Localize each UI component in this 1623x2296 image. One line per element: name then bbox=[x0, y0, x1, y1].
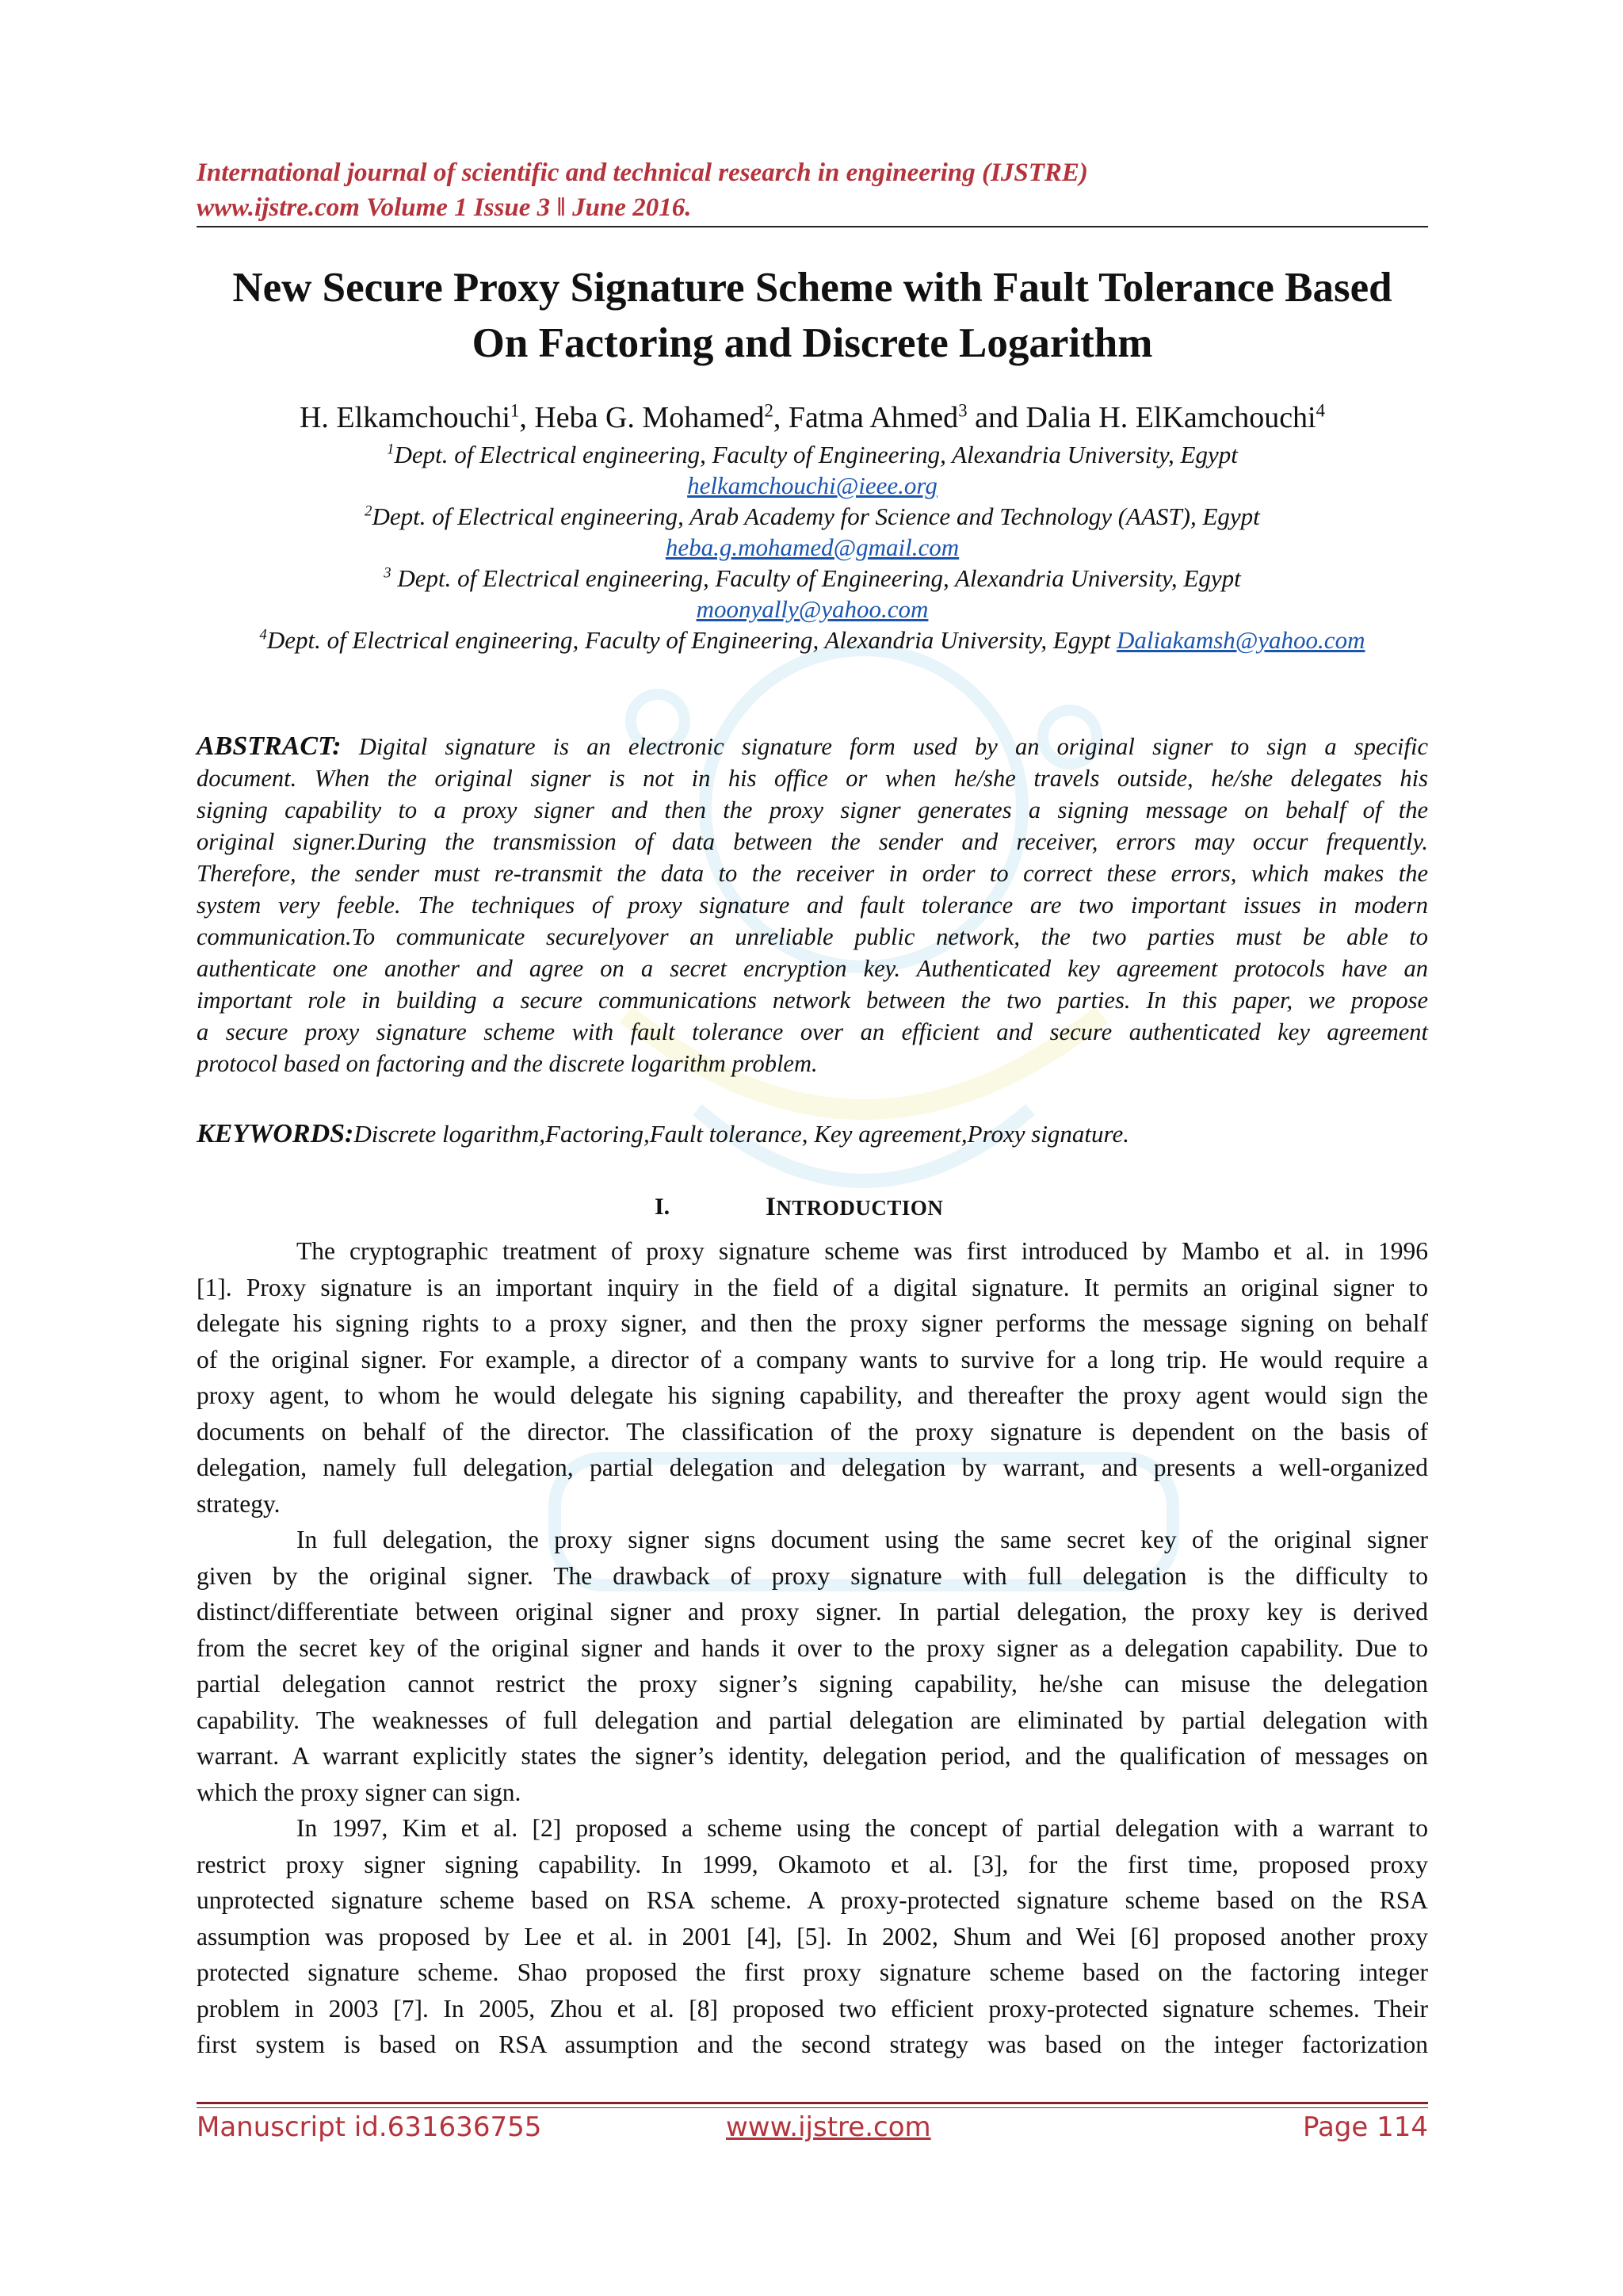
email-link-1[interactable]: helkamchouchi@ieee.org bbox=[687, 472, 938, 499]
affiliation-1-email-row bbox=[197, 470, 1428, 501]
email-link-2[interactable]: heba.g.mohamed@gmail.com bbox=[665, 533, 960, 561]
abstract-line: authenticate one another and agree on a secret encryption key. Authenticated key agreement protocols have an bbox=[197, 955, 1428, 982]
author-1-sup: 1 bbox=[510, 400, 520, 421]
body-line: The cryptographic treatment of proxy signature scheme was first introduced by Mambo et al. in 1996 bbox=[296, 1237, 1428, 1265]
body-line: protected signature scheme. Shao proposed the first proxy signature scheme based on the factoring integer bbox=[197, 1958, 1428, 1986]
body-line: In full delegation, the proxy signer signs document using the same secret key of the original signer bbox=[296, 1526, 1428, 1553]
body-line: warrant. A warrant explicitly states the signer’s identity, delegation period, and the qualification of messages on bbox=[197, 1742, 1428, 1770]
body-line: partial delegation cannot restrict the proxy signer’s signing capability, he/she can misuse the delegation bbox=[197, 1670, 1428, 1698]
abstract-label: ABSTRACT: bbox=[197, 732, 342, 761]
email-link-3[interactable]: moonyally@yahoo.com bbox=[696, 595, 929, 623]
body-line: given by the original signer. The drawback of proxy signature with full delegation is the difficulty to bbox=[197, 1561, 1428, 1590]
title-line-2: On Factoring and Discrete Logarithm bbox=[472, 320, 1153, 366]
abstract-line: a secure proxy signature scheme with fault tolerance over an efficient and secure authenticated key agreement bbox=[197, 1018, 1428, 1045]
abstract-line: protocol based on factoring and the discrete logarithm problem. bbox=[197, 1050, 818, 1077]
manuscript-id: Manuscript id.631636755 bbox=[197, 2111, 542, 2143]
affiliation-3: $^3$ Dept. of Electrical engineering, Faculty of Engineering, Alexandria University, Egypt bbox=[384, 564, 1241, 592]
author-list bbox=[197, 398, 1428, 437]
author-4: and Dalia H. ElKamchouchi bbox=[967, 401, 1316, 434]
author-4-sup: 4 bbox=[1316, 400, 1326, 421]
journal-header bbox=[197, 155, 1428, 225]
author-1: H. Elkamchouchi bbox=[299, 401, 510, 434]
body-line: first system is based on RSA assumption and the second strategy was based on the integer factorization bbox=[197, 2030, 1428, 2058]
abstract-line: document. When the original signer is not in his office or when he/she travels outside, he/she delegates his bbox=[197, 765, 1428, 792]
body-line: assumption was proposed by Lee et al. in 2001 [4], [5]. In 2002, Shum and Wei [6] proposed another proxy bbox=[197, 1922, 1428, 1950]
body-line: delegation, namely full delegation, partial delegation and delegation by warrant, and presents a well-organized bbox=[197, 1454, 1428, 1481]
title-line-1: New Secure Proxy Signature Scheme with Fault Tolerance Based bbox=[232, 265, 1392, 311]
body-line: restrict proxy signer signing capability. In 1999, Okamoto et al. [3], for the first time, proposed proxy bbox=[197, 1850, 1428, 1878]
body-line: problem in 2003 [7]. In 2005, Zhou et al. [8] proposed two efficient proxy-protected signature schemes. Their bbox=[197, 1994, 1428, 2023]
body-line: which the proxy signer can sign. bbox=[197, 1778, 521, 1806]
body-line: [1]. Proxy signature is an important inquiry in the field of a digital signature. It permits an original signer to bbox=[197, 1273, 1428, 1301]
section-heading bbox=[197, 1191, 1428, 1223]
author-3: , Fatma Ahmed bbox=[773, 401, 959, 434]
abstract-line: communication.To communicate securelyover an unreliable public network, the two parties must be able to bbox=[197, 923, 1428, 950]
body-line: capability. The weaknesses of full delegation and partial delegation are eliminated by partial delegation with bbox=[197, 1706, 1428, 1734]
footer-site-link[interactable]: www.ijstre.com bbox=[726, 2111, 931, 2143]
affiliation-1: $^1$Dept. of Electrical engineering, Faculty of Engineering, Alexandria University, Egypt bbox=[387, 441, 1238, 468]
footer-rule-thin bbox=[197, 2107, 1428, 2108]
section-number: I. bbox=[655, 1194, 670, 1220]
body-line: documents on behalf of the director. The classification of the proxy signature is dependent on the basis of bbox=[197, 1417, 1428, 1446]
author-3-sup: 3 bbox=[958, 400, 968, 421]
body-line: of the original signer. For example, a director of a company wants to survive for a long trip. He would require a bbox=[197, 1345, 1428, 1373]
footer-rule bbox=[197, 2102, 1428, 2104]
page-number: Page 114 bbox=[1302, 2111, 1428, 2143]
affiliation-2: $^2$Dept. of Electrical engineering, Arab Academy for Science and Technology (AAST), Egypt bbox=[365, 502, 1260, 530]
section-title: INTRODUCTION bbox=[766, 1193, 944, 1221]
body-line: proxy agent, to whom he would delegate his signing capability, and thereafter the proxy agent would sign the bbox=[197, 1381, 1428, 1409]
body-text bbox=[197, 1233, 1428, 2063]
affiliations bbox=[197, 439, 1428, 655]
body-line: In 1997, Kim et al. [2] proposed a scheme using the concept of partial delegation with a warrant to bbox=[296, 1814, 1428, 1842]
body-line: unprotected signature scheme based on RSA scheme. A proxy-protected signature scheme based on the RSA bbox=[197, 1886, 1428, 1914]
abstract-line: original signer.During the transmission of data between the sender and receiver, errors may occur frequently. bbox=[197, 828, 1428, 855]
abstract-line: important role in building a secure communications network between the two parties. In this paper, we propose bbox=[197, 987, 1428, 1014]
body-line: from the secret key of the original signer and hands it over to the proxy signer as a delegation capability. Due to bbox=[197, 1633, 1428, 1662]
email-link-4[interactable]: Daliakamsh@yahoo.com bbox=[1116, 626, 1365, 654]
journal-issue: www.ijstre.com Volume 1 Issue 3 ‖ June 2016. bbox=[197, 193, 692, 222]
abstract-line: signing capability to a proxy signer and then the proxy signer generates a signing message on behalf of the bbox=[197, 797, 1428, 823]
keywords bbox=[197, 1117, 1428, 1151]
body-line: distinct/differentiate between original signer and proxy signer. In partial delegation, the proxy key is derived bbox=[197, 1598, 1428, 1626]
journal-name: International journal of scientific and technical research in engineering (IJSTRE) bbox=[197, 159, 1088, 187]
affiliation-2-email-row bbox=[197, 532, 1428, 563]
page-footer bbox=[197, 2111, 1428, 2148]
author-2: , Heba G. Mohamed bbox=[519, 401, 765, 434]
paper-title bbox=[197, 260, 1428, 371]
body-line: delegate his signing rights to a proxy signer, and then the proxy signer performs the message signing on behalf bbox=[197, 1309, 1428, 1337]
abstract-line: Therefore, the sender must re-transmit the data to the receiver in order to correct these errors, which makes the bbox=[197, 860, 1428, 887]
body-line: strategy. bbox=[197, 1489, 281, 1518]
abstract-line: system very feeble. The techniques of proxy signature and fault tolerance are two important issues in modern bbox=[197, 892, 1428, 919]
affiliation-3-email-row bbox=[197, 594, 1428, 625]
keywords-label: KEYWORDS: bbox=[197, 1119, 354, 1148]
header-rule bbox=[197, 226, 1428, 227]
abstract bbox=[197, 731, 1428, 1079]
affiliation-4: $^4$Dept. of Electrical engineering, Faculty of Engineering, Alexandria University, Egypt Daliakamsh@yahoo.com bbox=[259, 626, 1365, 654]
author-2-sup: 2 bbox=[764, 400, 773, 421]
abstract-line: ABSTRACT: Digital signature is an electronic signature form used by an original signer to sign a specific bbox=[197, 732, 1428, 761]
keywords-text: Discrete logarithm,Factoring,Fault tolerance, Key agreement,Proxy signature. bbox=[353, 1120, 1129, 1148]
